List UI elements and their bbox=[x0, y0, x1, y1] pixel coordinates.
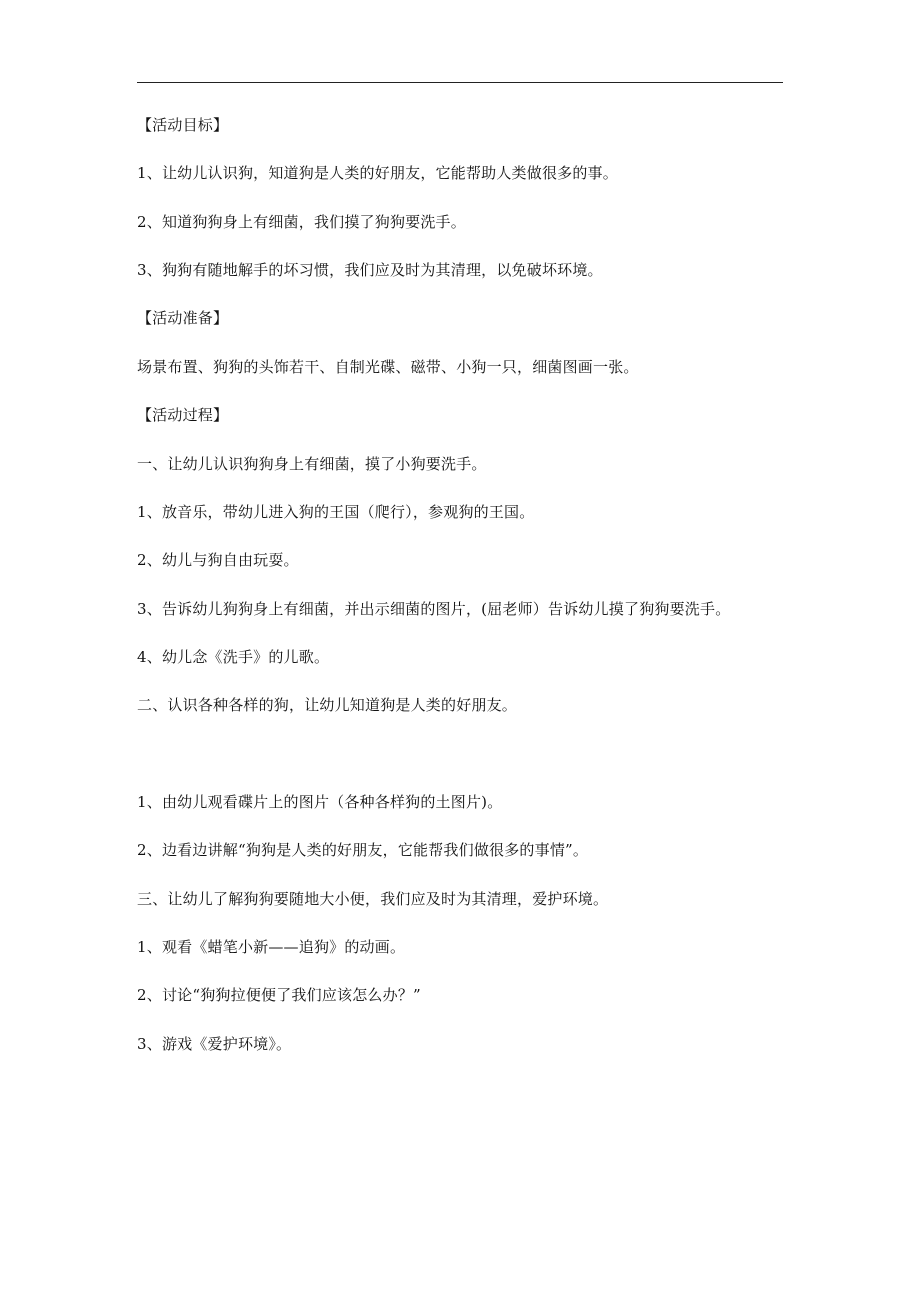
section-heading-preparation: 【活动准备】 bbox=[137, 309, 229, 327]
paragraph-line: 场景布置、狗狗的头饰若干、自制光碟、磁带、小狗一只，细菌图画一张。 bbox=[137, 358, 639, 376]
paragraph-line: 2、幼儿与狗自由玩耍。 bbox=[137, 551, 299, 569]
section-heading-goals: 【活动目标】 bbox=[137, 116, 229, 134]
paragraph-line: 4、幼儿念《洗手》的儿歌。 bbox=[137, 648, 330, 666]
paragraph-line: 3、游戏《爱护环境》。 bbox=[137, 1035, 292, 1053]
paragraph-line: 1、让幼儿认识狗，知道狗是人类的好朋友，它能帮助人类做很多的事。 bbox=[137, 164, 618, 182]
paragraph-line: 1、观看《蜡笔小新——追狗》的动画。 bbox=[137, 938, 406, 956]
paragraph-line: 1、由幼儿观看碟片上的图片（各种各样狗的土图片)。 bbox=[137, 793, 503, 811]
paragraph-line: 二、认识各种各样的狗，让幼儿知道狗是人类的好朋友。 bbox=[137, 696, 518, 714]
paragraph-line: 3、告诉幼儿狗狗身上有细菌，并出示细菌的图片，(屈老师）告诉幼儿摸了狗狗要洗手。 bbox=[137, 600, 731, 618]
paragraph-line: 三、让幼儿了解狗狗要随地大小便，我们应及时为其清理，爱护环境。 bbox=[137, 890, 609, 908]
header-rule bbox=[137, 82, 783, 83]
section-heading-process: 【活动过程】 bbox=[137, 406, 229, 424]
paragraph-line: 1、放音乐，带幼儿进入狗的王国（爬行），参观狗的王国。 bbox=[137, 503, 535, 521]
paragraph-line: 3、狗狗有随地解手的坏习惯，我们应及时为其清理，以免破坏环境。 bbox=[137, 261, 603, 279]
paragraph-line: 2、边看边讲解“狗狗是人类的好朋友，它能帮我们做很多的事情”。 bbox=[137, 841, 589, 859]
paragraph-line: 2、知道狗狗身上有细菌，我们摸了狗狗要洗手。 bbox=[137, 213, 466, 231]
paragraph-line: 2、讨论“狗狗拉便便了我们应该怎么办？” bbox=[137, 986, 421, 1004]
paragraph-line: 一、让幼儿认识狗狗身上有细菌，摸了小狗要洗手。 bbox=[137, 455, 487, 473]
